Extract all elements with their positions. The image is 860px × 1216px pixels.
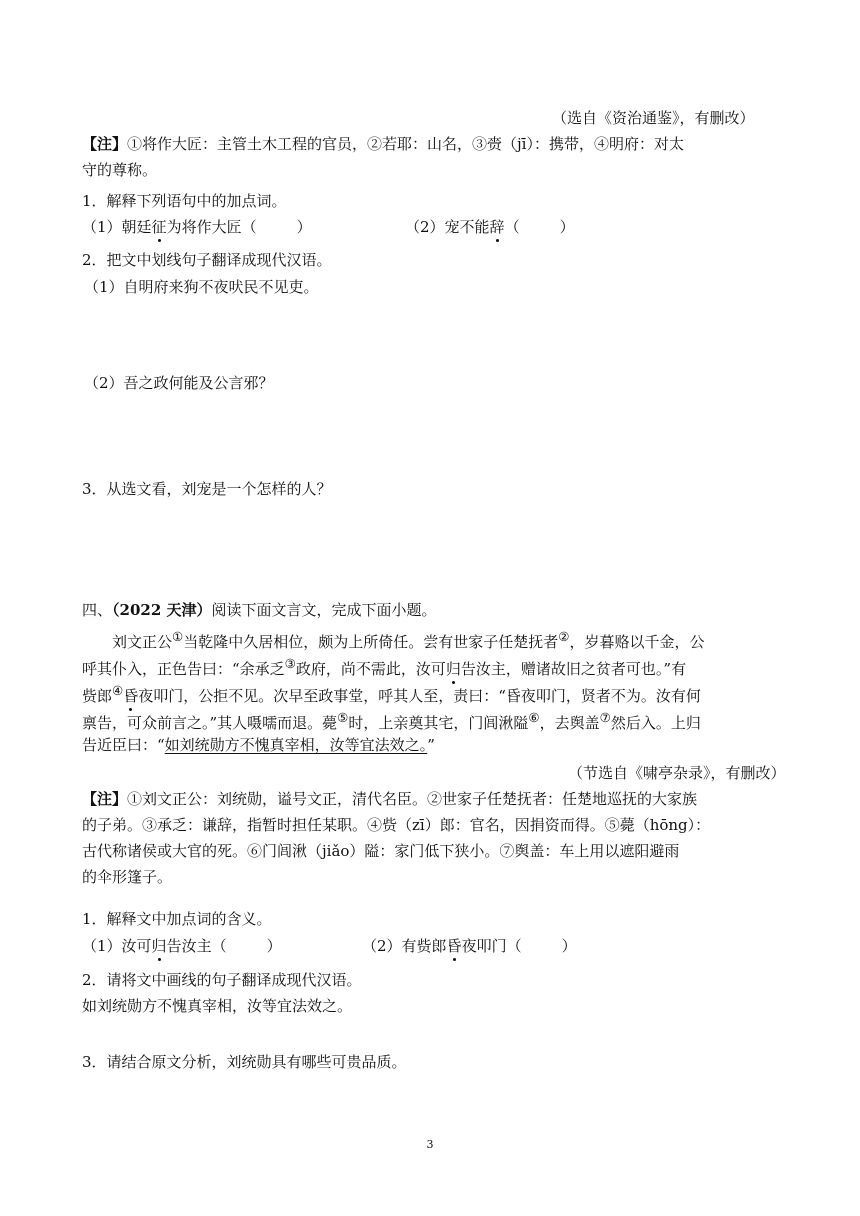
question-item: （2）宠不能辞（ ）	[405, 218, 575, 236]
note-line: 的伞形篷子。	[82, 868, 173, 886]
emphasis-char: 昏	[446, 937, 462, 955]
question-title: 2．把文中划线句子翻译成现代汉语。	[82, 251, 332, 269]
question-item: （1）汝可归告汝主（ ）	[82, 937, 282, 955]
passage-line: 禀告，可众前言之。”其人嗫嚅而退。薨⑤时，上亲奠其宅，门闾湫隘⑥，去舆盖⑦然后入。上归	[82, 710, 701, 732]
question-title: 1．解释文中加点词的含义。	[82, 910, 272, 928]
underlined-sentence: 如刘统勋方不愧真宰相，汝等宜法效之。	[164, 736, 428, 754]
emphasis-char: 归	[151, 937, 167, 955]
emphasis-char: 昏	[123, 687, 139, 705]
note-text: ①将作大匠：主管土木工程的官员，②若耶：山名，③赍（jī）：携带，④明府：对太	[127, 135, 684, 153]
note-line: 守的尊称。	[82, 161, 158, 179]
note-line: 古代称诸侯或大官的死。⑥门闾湫（jiǎo）隘：家门低下狭小。⑦舆盖：车上用以遮阳避雨	[82, 842, 680, 860]
translation-sentence: （1）自明府来狗不夜吠民不见吏。	[84, 278, 319, 296]
note-label: 【注】	[82, 135, 128, 153]
section-year: （2022 天津）	[112, 601, 212, 619]
note-line: 的子弟。③承乏：谦辞，指暂时担任某职。④赀（zī）郎：官名，因捐资而得。⑤薨（hōng）：	[82, 816, 711, 834]
question-title: 3．请结合原文分析，刘统勋具有哪些可贵品质。	[82, 1053, 407, 1071]
note-line	[82, 134, 684, 154]
passage-line: 告近臣曰：“如刘统勋方不愧真宰相，汝等宜法效之。”	[82, 736, 435, 754]
question-item: （2）有赀郎昏夜叩门（ ）	[362, 937, 577, 955]
source-citation: （选自《资治通鉴》，有删改）	[552, 109, 755, 127]
emphasis-char: 辞	[489, 218, 505, 236]
translation-sentence: （2）吾之政何能及公言邪？	[84, 374, 274, 392]
section-heading: 四、（2022 天津）阅读下面文言文，完成下面小题。	[82, 601, 437, 619]
question-item: （1）朝廷征为将作大匠（ ）	[82, 218, 312, 236]
passage-line: 刘文正公①当乾隆中久居相位，颇为上所倚任。尝有世家子任楚抚者②，岁暮赂以千金，公	[112, 629, 705, 651]
question-title: 2．请将文中画线的句子翻译成现代汉语。	[82, 971, 362, 989]
page-number: 3	[426, 1138, 434, 1151]
passage-line: 呼其仆入，正色告曰：“余承乏③政府，尚不需此，汝可归告汝主，赠诸故旧之贫者可也。”有	[82, 656, 687, 678]
note-label: 【注】	[82, 790, 128, 808]
source-citation: （节选自《啸亭杂录》，有删改）	[568, 764, 786, 782]
question-title: 1．解释下列语句中的加点词。	[82, 192, 287, 210]
note-line: 【注】①刘文正公：刘统勋，谥号文正，清代名臣。②世家子任楚抚者：任楚地巡抚的大家族	[82, 790, 698, 808]
emphasis-char: 征	[151, 218, 167, 236]
passage-line: 赀郎④昏夜叩门，公拒不见。次早至政事堂，呼其人至，责曰：“昏夜叩门，贤者不为。汝有何	[82, 683, 701, 705]
translation-sentence: 如刘统勋方不愧真宰相，汝等宜法效之。	[82, 997, 353, 1015]
emphasis-char: 归	[445, 660, 461, 678]
question-title: 3．从选文看，刘宠是一个怎样的人？	[82, 480, 332, 498]
